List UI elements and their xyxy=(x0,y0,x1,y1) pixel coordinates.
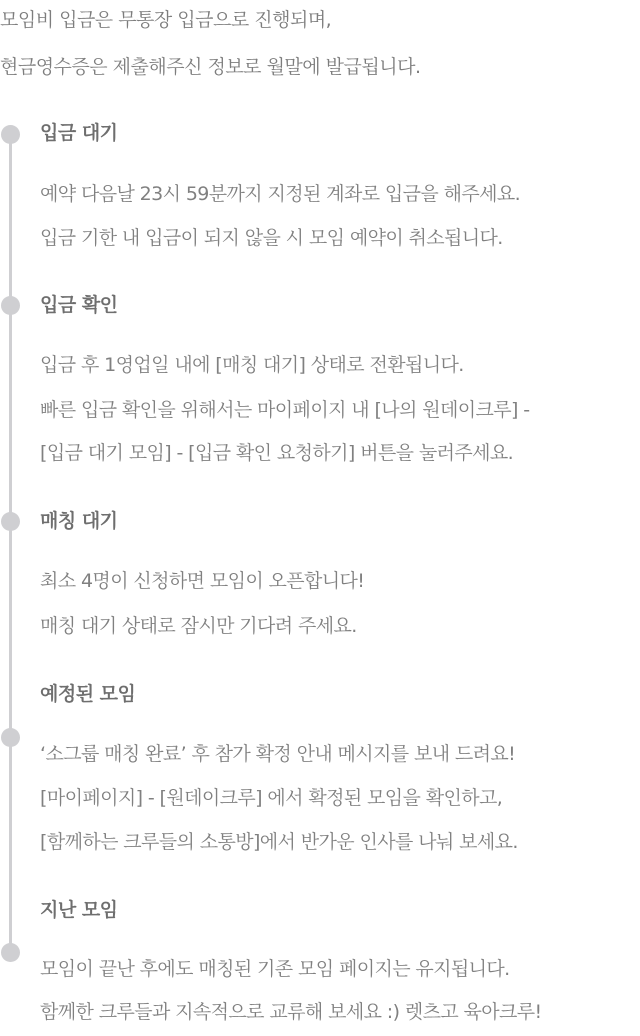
intro-line-1: 모임비 입금은 무통장 입금으로 진행되며, xyxy=(0,9,332,31)
step-desc-line: 빠른 입금 확인을 위해서는 마이페이지 내 [나의 원데이크루] - xyxy=(40,399,530,421)
step-desc-line: 모임이 끝난 후에도 매칭된 기존 모임 페이지는 유지됩니다. xyxy=(40,958,510,980)
timeline-dot xyxy=(1,125,20,144)
step-desc-line: 입금 후 1영업일 내에 [매칭 대기] 상태로 전환됩니다. xyxy=(40,354,464,376)
timeline-dot xyxy=(1,512,20,531)
timeline-dot xyxy=(1,943,20,962)
timeline-dot xyxy=(1,728,20,747)
step-title-matching-waiting: 매칭 대기 xyxy=(40,510,118,532)
step-desc-line: [함께하는 크루들의 소통방]에서 반가운 인사를 나눠 보세요. xyxy=(40,831,518,853)
step-desc-line: 예약 다음날 23시 59분까지 지정된 계좌로 입금을 해주세요. xyxy=(40,183,521,205)
step-desc-line: ‘소그룹 매칭 완료’ 후 참가 확정 안내 메시지를 보내 드려요! xyxy=(40,743,516,765)
timeline-line xyxy=(9,132,12,952)
step-desc-line: 최소 4명이 신청하면 모임이 오픈합니다! xyxy=(40,570,365,592)
step-title-deposit-confirmed: 입금 확인 xyxy=(40,294,118,316)
step-desc-line: [마이페이지] - [원데이크루] 에서 확정된 모임을 확인하고, xyxy=(40,787,503,809)
step-desc-line: 입금 기한 내 입금이 되지 않을 시 모임 예약이 취소됩니다. xyxy=(40,227,503,249)
step-desc-line: 함께한 크루들과 지속적으로 교류해 보세요 :) 렛츠고 육아크루! xyxy=(40,1001,542,1023)
timeline-dot xyxy=(1,296,20,315)
step-title-past-meeting: 지난 모임 xyxy=(40,899,118,921)
step-desc-line: 매칭 대기 상태로 잠시만 기다려 주세요. xyxy=(40,615,357,637)
step-desc-line: [입금 대기 모임] - [입금 확인 요청하기] 버튼을 눌러주세요. xyxy=(40,442,514,464)
step-title-scheduled-meeting: 예정된 모임 xyxy=(40,683,136,705)
intro-line-2: 현금영수증은 제출해주신 정보로 월말에 발급됩니다. xyxy=(0,56,421,78)
step-title-deposit-waiting: 입금 대기 xyxy=(40,122,118,144)
